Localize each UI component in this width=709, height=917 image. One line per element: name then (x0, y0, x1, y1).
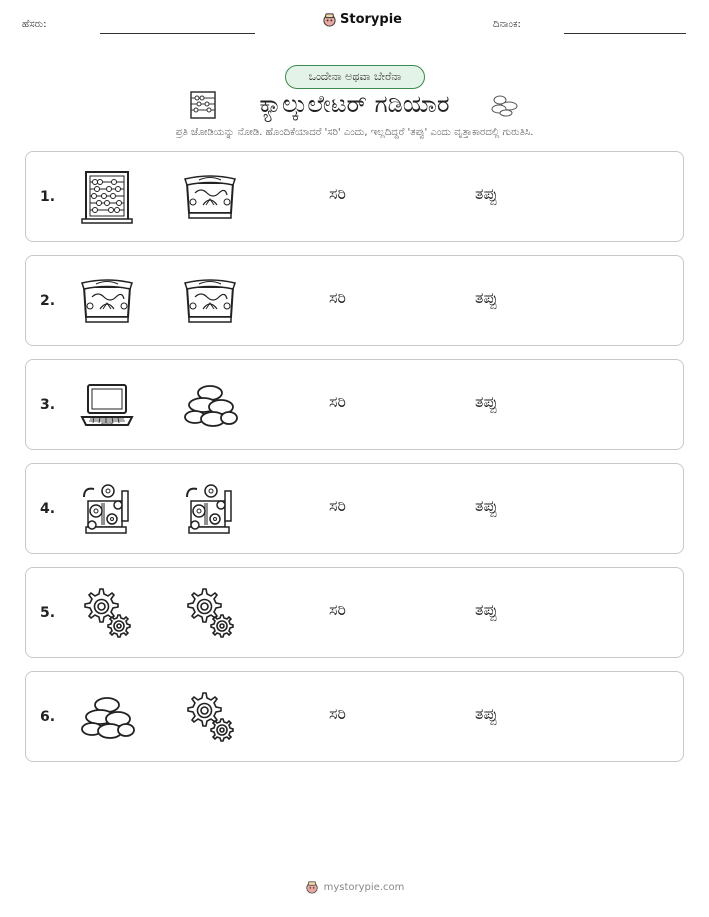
stones-icon (490, 92, 520, 118)
name-line[interactable] (100, 33, 255, 34)
footer (0, 880, 709, 894)
date-label: ದಿನಾಂಕ: (493, 19, 521, 30)
ornate-box-icon (181, 169, 239, 225)
stones-icon (181, 377, 239, 433)
date-line[interactable] (564, 33, 686, 34)
ornate-box-icon (181, 273, 239, 329)
question-number: 2. (40, 293, 56, 309)
machine-icon (78, 481, 136, 537)
footer-site[interactable]: mystorypie.com (323, 881, 405, 893)
abacus-icon (78, 169, 136, 225)
question-row (25, 671, 684, 762)
gears-icon (181, 689, 239, 745)
brand-logo (322, 12, 402, 27)
option-same[interactable]: ಸರಿ (329, 496, 346, 515)
question-row (25, 255, 684, 346)
instructions: ಪ್ರತಿ ಜೋಡಿಯನ್ನು ನೋಡಿ. ಹೊಂದಿಕೆಯಾದರೆ 'ಸರಿ' ಎಂದು, ಇಲ್ಲದಿದ್ದರೆ 'ತಪ್ಪು' ಎಂದು ವೃತ್ತಾಕಾರದಲ್ಲಿ ಗುರುತಿಸಿ. (175, 127, 534, 138)
same-or-different-badge: ಒಂದೇನಾ ಅಥವಾ ಬೇರೆನಾ (285, 65, 425, 89)
storypie-mascot-icon (322, 12, 337, 27)
question-row (25, 151, 684, 242)
question-row (25, 463, 684, 554)
option-different[interactable]: ತಪ್ಪು (475, 600, 498, 619)
question-number: 4. (40, 501, 56, 517)
option-different[interactable]: ತಪ್ಪು (475, 704, 498, 723)
machine-icon (181, 481, 239, 537)
question-number: 6. (40, 709, 56, 725)
option-same[interactable]: ಸರಿ (329, 288, 346, 307)
stones-icon (78, 689, 136, 745)
storypie-mascot-icon (305, 880, 319, 894)
question-number: 1. (40, 189, 56, 205)
question-row (25, 567, 684, 658)
gears-icon (78, 585, 136, 641)
header (0, 0, 709, 40)
question-number: 5. (40, 605, 56, 621)
option-different[interactable]: ತಪ್ಪು (475, 496, 498, 515)
option-different[interactable]: ತಪ್ಪು (475, 392, 498, 411)
option-same[interactable]: ಸರಿ (329, 184, 346, 203)
option-same[interactable]: ಸರಿ (329, 392, 346, 411)
question-number: 3. (40, 397, 56, 413)
option-same[interactable]: ಸರಿ (329, 600, 346, 619)
title-row (0, 88, 709, 124)
laptop-icon (78, 377, 136, 433)
question-row (25, 359, 684, 450)
page-title: ಕ್ಯಾಲ್ಕುಲೇಟರ್ ಗಡಿಯಾರ (259, 90, 450, 118)
option-different[interactable]: ತಪ್ಪು (475, 184, 498, 203)
brand-name: Storypie (340, 12, 402, 27)
gears-icon (181, 585, 239, 641)
option-same[interactable]: ಸರಿ (329, 704, 346, 723)
name-label: ಹೆಸರು: (22, 19, 47, 30)
option-different[interactable]: ತಪ್ಪು (475, 288, 498, 307)
ornate-box-icon (78, 273, 136, 329)
